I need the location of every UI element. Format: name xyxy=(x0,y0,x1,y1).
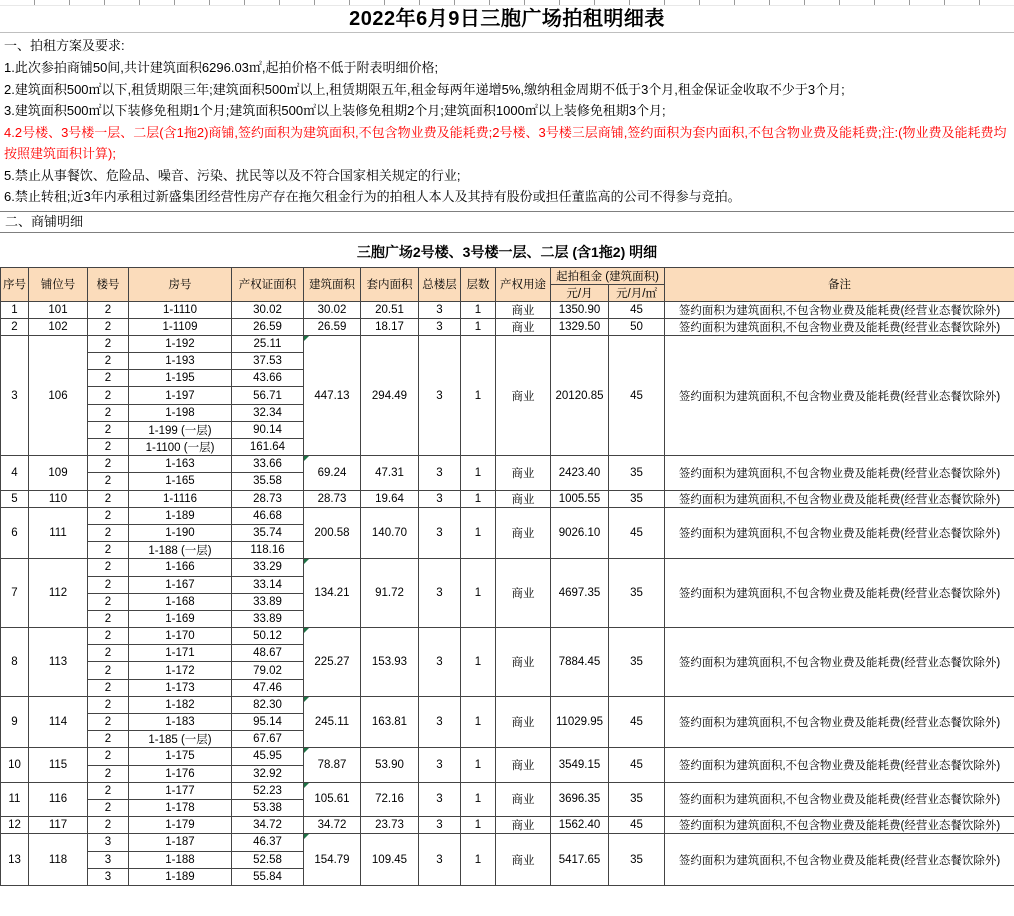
cell-remark[interactable]: 签约面积为建筑面积,不包含物业费及能耗费(经营业态餐饮除外) xyxy=(665,748,1014,782)
cell-seq[interactable]: 10 xyxy=(1,748,29,782)
cell-use[interactable]: 商业 xyxy=(496,782,551,816)
cell-cert-area[interactable]: 161.64 xyxy=(232,439,304,456)
requirements-heading: 一、拍租方案及要求: xyxy=(4,38,125,53)
cell-inner-area[interactable]: 47.31 xyxy=(361,456,419,490)
cell-inner-area[interactable]: 153.93 xyxy=(361,628,419,697)
cell-shop-no[interactable]: 112 xyxy=(29,559,88,628)
cell-shop-no[interactable]: 109 xyxy=(29,456,88,490)
cell-cert-area[interactable]: 34.72 xyxy=(232,817,304,834)
cell-room-no[interactable]: 1-165 xyxy=(129,473,232,490)
cell-room-no[interactable]: 1-169 xyxy=(129,610,232,627)
requirements-list xyxy=(4,57,1010,208)
cell-floor-count[interactable]: 1 xyxy=(461,507,496,559)
cell-shop-no[interactable]: 111 xyxy=(29,507,88,559)
cell-build-area[interactable]: 245.11 xyxy=(304,696,361,748)
cell-remark[interactable]: 签约面积为建筑面积,不包含物业费及能耗费(经营业态餐饮除外) xyxy=(665,696,1014,748)
cell-build-area[interactable]: 30.02 xyxy=(304,301,361,318)
cell-rent-month[interactable]: 11029.95 xyxy=(551,696,609,748)
cell-total-floors[interactable]: 3 xyxy=(419,748,461,782)
cell-total-floors[interactable]: 3 xyxy=(419,301,461,318)
cell-shop-no[interactable]: 110 xyxy=(29,490,88,507)
cell-remark[interactable]: 签约面积为建筑面积,不包含物业费及能耗费(经营业态餐饮除外) xyxy=(665,559,1014,628)
cell-cert-area[interactable]: 33.89 xyxy=(232,593,304,610)
cell-building-no[interactable]: 2 xyxy=(88,593,129,610)
cell-room-no[interactable]: 1-189 xyxy=(129,507,232,524)
cell-building-no[interactable]: 2 xyxy=(88,731,129,748)
cell-use[interactable]: 商业 xyxy=(496,335,551,455)
cell-build-area[interactable]: 69.24 xyxy=(304,456,361,490)
cell-cert-area[interactable]: 35.74 xyxy=(232,524,304,541)
table-row xyxy=(1,507,1014,524)
cell-total-floors[interactable]: 3 xyxy=(419,782,461,816)
cell-use[interactable]: 商业 xyxy=(496,301,551,318)
cell-room-no[interactable]: 1-1109 xyxy=(129,318,232,335)
cell-building-no[interactable]: 2 xyxy=(88,696,129,713)
table-header xyxy=(1,267,1014,301)
cell-building-no[interactable]: 2 xyxy=(88,439,129,456)
table-subtitle: 三胞广场2号楼、3号楼一层、二层 (含1拖2) 明细 xyxy=(356,243,658,260)
cell-building-no[interactable]: 3 xyxy=(88,851,129,868)
cell-seq[interactable]: 9 xyxy=(1,696,29,748)
cell-building-no[interactable]: 2 xyxy=(88,335,129,352)
table-row xyxy=(1,696,1014,713)
cell-shop-no[interactable]: 113 xyxy=(29,628,88,697)
cell-building-no[interactable]: 3 xyxy=(88,834,129,851)
cell-floor-count[interactable]: 1 xyxy=(461,696,496,748)
cell-rent-per-sqm[interactable]: 35 xyxy=(609,628,665,697)
cell-cert-area[interactable]: 33.89 xyxy=(232,610,304,627)
cell-building-no[interactable]: 2 xyxy=(88,421,129,438)
cell-cert-area[interactable]: 53.38 xyxy=(232,799,304,816)
cell-building-no[interactable]: 2 xyxy=(88,370,129,387)
cell-cert-area[interactable]: 50.12 xyxy=(232,628,304,645)
cell-remark[interactable]: 签约面积为建筑面积,不包含物业费及能耗费(经营业态餐饮除外) xyxy=(665,782,1014,816)
cell-building-no[interactable]: 2 xyxy=(88,490,129,507)
cell-room-no[interactable]: 1-199 (一层) xyxy=(129,421,232,438)
cell-total-floors[interactable]: 3 xyxy=(419,834,461,886)
cell-seq[interactable]: 13 xyxy=(1,834,29,886)
cell-room-no[interactable]: 1-188 xyxy=(129,851,232,868)
cell-use[interactable]: 商业 xyxy=(496,559,551,628)
cell-inner-area[interactable]: 163.81 xyxy=(361,696,419,748)
cell-build-area[interactable]: 26.59 xyxy=(304,318,361,335)
requirement-item: 1.此次参拍商铺50间,共计建筑面积6296.03㎡,起拍价格不低于附表明细价格; xyxy=(4,60,439,75)
cell-shop-no[interactable]: 102 xyxy=(29,318,88,335)
cell-shop-no[interactable]: 101 xyxy=(29,301,88,318)
cell-rent-per-sqm[interactable]: 50 xyxy=(609,318,665,335)
cell-shop-no[interactable]: 114 xyxy=(29,696,88,748)
cell-building-no[interactable]: 2 xyxy=(88,559,129,576)
cell-rent-per-sqm[interactable]: 45 xyxy=(609,696,665,748)
cell-remark[interactable]: 签约面积为建筑面积,不包含物业费及能耗费(经营业态餐饮除外) xyxy=(665,817,1014,834)
cell-cert-area[interactable]: 28.73 xyxy=(232,490,304,507)
cell-building-no[interactable]: 2 xyxy=(88,610,129,627)
cell-remark[interactable]: 签约面积为建筑面积,不包含物业费及能耗费(经营业态餐饮除外) xyxy=(665,456,1014,490)
cell-room-no[interactable]: 1-187 xyxy=(129,834,232,851)
cell-cert-area[interactable]: 25.11 xyxy=(232,335,304,352)
cell-room-no[interactable]: 1-1116 xyxy=(129,490,232,507)
requirement-item: 3.建筑面积500㎡以下装修免租期1个月;建筑面积500㎡以上装修免租期2个月;建筑面积1000㎡以上装修免租期3个月; xyxy=(4,103,666,118)
cell-cert-area[interactable]: 45.95 xyxy=(232,748,304,765)
cell-rent-per-sqm[interactable]: 35 xyxy=(609,490,665,507)
cell-seq[interactable]: 2 xyxy=(1,318,29,335)
cell-room-no[interactable]: 1-182 xyxy=(129,696,232,713)
cell-seq[interactable]: 3 xyxy=(1,335,29,455)
cell-build-area[interactable]: 34.72 xyxy=(304,817,361,834)
cell-build-area[interactable]: 447.13 xyxy=(304,335,361,455)
table-row xyxy=(1,301,1014,318)
cell-building-no[interactable]: 2 xyxy=(88,748,129,765)
cell-use[interactable]: 商业 xyxy=(496,318,551,335)
cell-room-no[interactable]: 1-168 xyxy=(129,593,232,610)
cell-floor-count[interactable]: 1 xyxy=(461,456,496,490)
cell-use[interactable]: 商业 xyxy=(496,628,551,697)
table-body xyxy=(1,301,1014,885)
header-rent-month-sqm[interactable]: 元/月/㎡ xyxy=(609,284,665,301)
cell-shop-no[interactable]: 118 xyxy=(29,834,88,886)
cell-floor-count[interactable]: 1 xyxy=(461,490,496,507)
cell-cert-area[interactable]: 118.16 xyxy=(232,542,304,559)
cell-room-no[interactable]: 1-177 xyxy=(129,782,232,799)
header-seq[interactable]: 序号 xyxy=(1,267,29,301)
cell-cert-area[interactable]: 52.23 xyxy=(232,782,304,799)
cell-cert-area[interactable]: 48.67 xyxy=(232,645,304,662)
header-rent-month[interactable]: 元/月 xyxy=(551,284,609,301)
cell-rent-month[interactable]: 7884.45 xyxy=(551,628,609,697)
cell-building-no[interactable]: 2 xyxy=(88,714,129,731)
header-floor-count[interactable]: 层数 xyxy=(461,267,496,301)
cell-use[interactable]: 商业 xyxy=(496,490,551,507)
cell-total-floors[interactable]: 3 xyxy=(419,817,461,834)
requirement-item: 2.建筑面积500㎡以下,租赁期限三年;建筑面积500㎡以上,租赁期限五年,租金每两年递增5%,缴纳租金周期不低于3个月,租金保证金收取不少于3个月; xyxy=(4,81,845,97)
cell-inner-area[interactable]: 294.49 xyxy=(361,335,419,455)
cell-remark[interactable]: 签约面积为建筑面积,不包含物业费及能耗费(经营业态餐饮除外) xyxy=(665,335,1014,455)
cell-building-no[interactable]: 2 xyxy=(88,799,129,816)
requirement-item: 5.禁止从事餐饮、危险品、噪音、污染、扰民等以及不符合国家相关规定的行业; xyxy=(4,167,461,183)
cell-building-no[interactable]: 2 xyxy=(88,645,129,662)
cell-cert-area[interactable]: 90.14 xyxy=(232,421,304,438)
cell-seq[interactable]: 5 xyxy=(1,490,29,507)
cell-total-floors[interactable]: 3 xyxy=(419,628,461,697)
cell-room-no[interactable]: 1-1100 (一层) xyxy=(129,439,232,456)
cell-shop-no[interactable]: 115 xyxy=(29,748,88,782)
cell-room-no[interactable]: 1-197 xyxy=(129,387,232,404)
cell-floor-count[interactable]: 1 xyxy=(461,335,496,455)
cell-rent-month[interactable]: 1562.40 xyxy=(551,817,609,834)
cell-cert-area[interactable]: 47.46 xyxy=(232,679,304,696)
cell-inner-area[interactable]: 53.90 xyxy=(361,748,419,782)
cell-use[interactable]: 商业 xyxy=(496,834,551,886)
cell-cert-area[interactable]: 33.66 xyxy=(232,456,304,473)
cell-inner-area[interactable]: 18.17 xyxy=(361,318,419,335)
cell-build-area[interactable]: 78.87 xyxy=(304,748,361,782)
cell-rent-month[interactable]: 5417.65 xyxy=(551,834,609,886)
cell-room-no[interactable]: 1-172 xyxy=(129,662,232,679)
cell-cert-area[interactable]: 26.59 xyxy=(232,318,304,335)
error-indicator-icon xyxy=(304,456,309,461)
cell-cert-area[interactable]: 79.02 xyxy=(232,662,304,679)
header-inner-area[interactable]: 套内面积 xyxy=(361,267,419,301)
cell-total-floors[interactable]: 3 xyxy=(419,490,461,507)
table-row xyxy=(1,559,1014,576)
cell-build-area[interactable]: 105.61 xyxy=(304,782,361,816)
cell-inner-area[interactable]: 23.73 xyxy=(361,817,419,834)
header-remark[interactable]: 备注 xyxy=(665,267,1014,301)
cell-remark[interactable]: 签约面积为建筑面积,不包含物业费及能耗费(经营业态餐饮除外) xyxy=(665,507,1014,559)
cell-cert-area[interactable]: 55.84 xyxy=(232,868,304,885)
table-row xyxy=(1,628,1014,645)
requirement-item: 4.2号楼、3号楼一层、二层(含1拖2)商铺,签约面积为建筑面积,不包含物业费及能耗费;2号楼、3号楼三层商铺,签约面积为套内面积,不包含物业费及能耗费;注:(物业费及能耗费均按照建筑面积计算); xyxy=(4,124,1007,161)
cell-rent-per-sqm[interactable]: 35 xyxy=(609,456,665,490)
cell-cert-area[interactable]: 35.58 xyxy=(232,473,304,490)
cell-room-no[interactable]: 1-175 xyxy=(129,748,232,765)
cell-cert-area[interactable]: 32.34 xyxy=(232,404,304,421)
cell-total-floors[interactable]: 3 xyxy=(419,559,461,628)
table-row xyxy=(1,817,1014,834)
cell-building-no[interactable]: 2 xyxy=(88,353,129,370)
cell-floor-count[interactable]: 1 xyxy=(461,817,496,834)
cell-cert-area[interactable]: 52.58 xyxy=(232,851,304,868)
cell-rent-month[interactable]: 1005.55 xyxy=(551,490,609,507)
cell-rent-month[interactable]: 20120.85 xyxy=(551,335,609,455)
cell-building-no[interactable]: 2 xyxy=(88,507,129,524)
cell-total-floors[interactable]: 3 xyxy=(419,335,461,455)
cell-building-no[interactable]: 2 xyxy=(88,404,129,421)
cell-total-floors[interactable]: 3 xyxy=(419,507,461,559)
cell-floor-count[interactable]: 1 xyxy=(461,628,496,697)
header-cert-area[interactable]: 产权证面积 xyxy=(232,267,304,301)
cell-room-no[interactable]: 1-195 xyxy=(129,370,232,387)
cell-cert-area[interactable]: 46.37 xyxy=(232,834,304,851)
header-total-floors[interactable]: 总楼层 xyxy=(419,267,461,301)
cell-rent-per-sqm[interactable]: 35 xyxy=(609,782,665,816)
table-row xyxy=(1,335,1014,352)
cell-floor-count[interactable]: 1 xyxy=(461,748,496,782)
cell-floor-count[interactable]: 1 xyxy=(461,559,496,628)
header-building-no[interactable]: 楼号 xyxy=(88,267,129,301)
cell-seq[interactable]: 11 xyxy=(1,782,29,816)
cell-use[interactable]: 商业 xyxy=(496,456,551,490)
cell-room-no[interactable]: 1-189 xyxy=(129,868,232,885)
cell-room-no[interactable]: 1-163 xyxy=(129,456,232,473)
cell-room-no[interactable]: 1-185 (一层) xyxy=(129,731,232,748)
table-row xyxy=(1,834,1014,851)
cell-building-no[interactable]: 2 xyxy=(88,679,129,696)
cell-total-floors[interactable]: 3 xyxy=(419,318,461,335)
cell-inner-area[interactable]: 20.51 xyxy=(361,301,419,318)
cell-room-no[interactable]: 1-192 xyxy=(129,335,232,352)
header-room-no[interactable]: 房号 xyxy=(129,267,232,301)
cell-build-area[interactable]: 28.73 xyxy=(304,490,361,507)
cell-remark[interactable]: 签约面积为建筑面积,不包含物业费及能耗费(经营业态餐饮除外) xyxy=(665,318,1014,335)
cell-seq[interactable]: 6 xyxy=(1,507,29,559)
cell-building-no[interactable]: 2 xyxy=(88,524,129,541)
cell-inner-area[interactable]: 91.72 xyxy=(361,559,419,628)
shop-detail-heading: 二、商铺明细 xyxy=(0,211,1014,233)
cell-inner-area[interactable]: 72.16 xyxy=(361,782,419,816)
error-indicator-icon xyxy=(304,834,309,839)
cell-building-no[interactable]: 2 xyxy=(88,628,129,645)
cell-build-area[interactable]: 154.79 xyxy=(304,834,361,886)
requirement-item: 6.禁止转租;近3年内承租过新盛集团经营性房产存在拖欠租金行为的拍租人本人及其持有股份或担任董监高的公司不得参与竞拍。 xyxy=(4,189,741,204)
cell-shop-no[interactable]: 117 xyxy=(29,817,88,834)
cell-room-no[interactable]: 1-1110 xyxy=(129,301,232,318)
table-row xyxy=(1,782,1014,799)
cell-use[interactable]: 商业 xyxy=(496,817,551,834)
error-indicator-icon xyxy=(304,748,309,753)
cell-rent-month[interactable]: 4697.35 xyxy=(551,559,609,628)
cell-inner-area[interactable]: 19.64 xyxy=(361,490,419,507)
cell-room-no[interactable]: 1-190 xyxy=(129,524,232,541)
cell-floor-count[interactable]: 1 xyxy=(461,318,496,335)
cell-rent-per-sqm[interactable]: 35 xyxy=(609,559,665,628)
error-indicator-icon xyxy=(304,783,309,788)
cell-rent-per-sqm[interactable]: 45 xyxy=(609,507,665,559)
cell-remark[interactable]: 签约面积为建筑面积,不包含物业费及能耗费(经营业态餐饮除外) xyxy=(665,834,1014,886)
error-indicator-icon xyxy=(304,697,309,702)
cell-room-no[interactable]: 1-183 xyxy=(129,714,232,731)
table-row xyxy=(1,490,1014,507)
cell-rent-per-sqm[interactable]: 45 xyxy=(609,817,665,834)
cell-rent-month[interactable]: 3696.35 xyxy=(551,782,609,816)
cell-room-no[interactable]: 1-188 (一层) xyxy=(129,542,232,559)
cell-room-no[interactable]: 1-179 xyxy=(129,817,232,834)
requirements-section xyxy=(0,33,1014,208)
cell-seq[interactable]: 4 xyxy=(1,456,29,490)
cell-building-no[interactable]: 2 xyxy=(88,576,129,593)
cell-cert-area[interactable]: 95.14 xyxy=(232,714,304,731)
shop-detail-table xyxy=(0,267,1014,886)
header-build-area[interactable]: 建筑面积 xyxy=(304,267,361,301)
cell-room-no[interactable]: 1-198 xyxy=(129,404,232,421)
header-rent-group[interactable]: 起拍租金 (建筑面积) xyxy=(551,267,665,284)
cell-floor-count[interactable]: 1 xyxy=(461,301,496,318)
cell-rent-per-sqm[interactable]: 45 xyxy=(609,301,665,318)
cell-cert-area[interactable]: 30.02 xyxy=(232,301,304,318)
cell-inner-area[interactable]: 140.70 xyxy=(361,507,419,559)
error-indicator-icon xyxy=(304,628,309,633)
cell-rent-per-sqm[interactable]: 35 xyxy=(609,834,665,886)
cell-seq[interactable]: 12 xyxy=(1,817,29,834)
cell-cert-area[interactable]: 37.53 xyxy=(232,353,304,370)
cell-room-no[interactable]: 1-178 xyxy=(129,799,232,816)
cell-rent-per-sqm[interactable]: 45 xyxy=(609,335,665,455)
table-row xyxy=(1,456,1014,473)
cell-building-no[interactable]: 3 xyxy=(88,868,129,885)
cell-total-floors[interactable]: 3 xyxy=(419,456,461,490)
cell-cert-area[interactable]: 67.67 xyxy=(232,731,304,748)
error-indicator-icon xyxy=(304,559,309,564)
cell-rent-month[interactable]: 1350.90 xyxy=(551,301,609,318)
cell-cert-area[interactable]: 56.71 xyxy=(232,387,304,404)
cell-building-no[interactable]: 2 xyxy=(88,318,129,335)
cell-use[interactable]: 商业 xyxy=(496,748,551,782)
cell-building-no[interactable]: 2 xyxy=(88,765,129,782)
cell-seq[interactable]: 7 xyxy=(1,559,29,628)
page-title: 2022年6月9日三胞广场拍租明细表 xyxy=(0,6,1014,33)
cell-rent-per-sqm[interactable]: 45 xyxy=(609,748,665,782)
cell-floor-count[interactable]: 1 xyxy=(461,834,496,886)
cell-use[interactable]: 商业 xyxy=(496,696,551,748)
cell-rent-month[interactable]: 1329.50 xyxy=(551,318,609,335)
cell-cert-area[interactable]: 82.30 xyxy=(232,696,304,713)
cell-build-area[interactable]: 225.27 xyxy=(304,628,361,697)
cell-cert-area[interactable]: 33.14 xyxy=(232,576,304,593)
header-shop-no[interactable]: 铺位号 xyxy=(29,267,88,301)
cell-seq[interactable]: 1 xyxy=(1,301,29,318)
table-row xyxy=(1,318,1014,335)
cell-building-no[interactable]: 2 xyxy=(88,387,129,404)
cell-remark[interactable]: 签约面积为建筑面积,不包含物业费及能耗费(经营业态餐饮除外) xyxy=(665,301,1014,318)
cell-building-no[interactable]: 2 xyxy=(88,817,129,834)
cell-seq[interactable]: 8 xyxy=(1,628,29,697)
cell-room-no[interactable]: 1-166 xyxy=(129,559,232,576)
header-use[interactable]: 产权用途 xyxy=(496,267,551,301)
cell-room-no[interactable]: 1-193 xyxy=(129,353,232,370)
cell-room-no[interactable]: 1-170 xyxy=(129,628,232,645)
cell-floor-count[interactable]: 1 xyxy=(461,782,496,816)
cell-cert-area[interactable]: 46.68 xyxy=(232,507,304,524)
table-row xyxy=(1,748,1014,765)
cell-rent-month[interactable]: 2423.40 xyxy=(551,456,609,490)
cell-building-no[interactable]: 2 xyxy=(88,662,129,679)
cell-rent-month[interactable]: 3549.15 xyxy=(551,748,609,782)
cell-cert-area[interactable]: 33.29 xyxy=(232,559,304,576)
cell-building-no[interactable]: 2 xyxy=(88,456,129,473)
cell-building-no[interactable]: 2 xyxy=(88,301,129,318)
cell-building-no[interactable]: 2 xyxy=(88,473,129,490)
cell-room-no[interactable]: 1-171 xyxy=(129,645,232,662)
cell-inner-area[interactable]: 109.45 xyxy=(361,834,419,886)
cell-shop-no[interactable]: 106 xyxy=(29,335,88,455)
cell-remark[interactable]: 签约面积为建筑面积,不包含物业费及能耗费(经营业态餐饮除外) xyxy=(665,490,1014,507)
cell-room-no[interactable]: 1-167 xyxy=(129,576,232,593)
cell-total-floors[interactable]: 3 xyxy=(419,696,461,748)
cell-shop-no[interactable]: 116 xyxy=(29,782,88,816)
cell-cert-area[interactable]: 32.92 xyxy=(232,765,304,782)
cell-room-no[interactable]: 1-176 xyxy=(129,765,232,782)
cell-build-area[interactable]: 134.21 xyxy=(304,559,361,628)
cell-room-no[interactable]: 1-173 xyxy=(129,679,232,696)
cell-building-no[interactable]: 2 xyxy=(88,542,129,559)
cell-build-area[interactable]: 200.58 xyxy=(304,507,361,559)
cell-rent-month[interactable]: 9026.10 xyxy=(551,507,609,559)
cell-use[interactable]: 商业 xyxy=(496,507,551,559)
cell-cert-area[interactable]: 43.66 xyxy=(232,370,304,387)
cell-building-no[interactable]: 2 xyxy=(88,782,129,799)
cell-remark[interactable]: 签约面积为建筑面积,不包含物业费及能耗费(经营业态餐饮除外) xyxy=(665,628,1014,697)
error-indicator-icon xyxy=(304,336,309,341)
